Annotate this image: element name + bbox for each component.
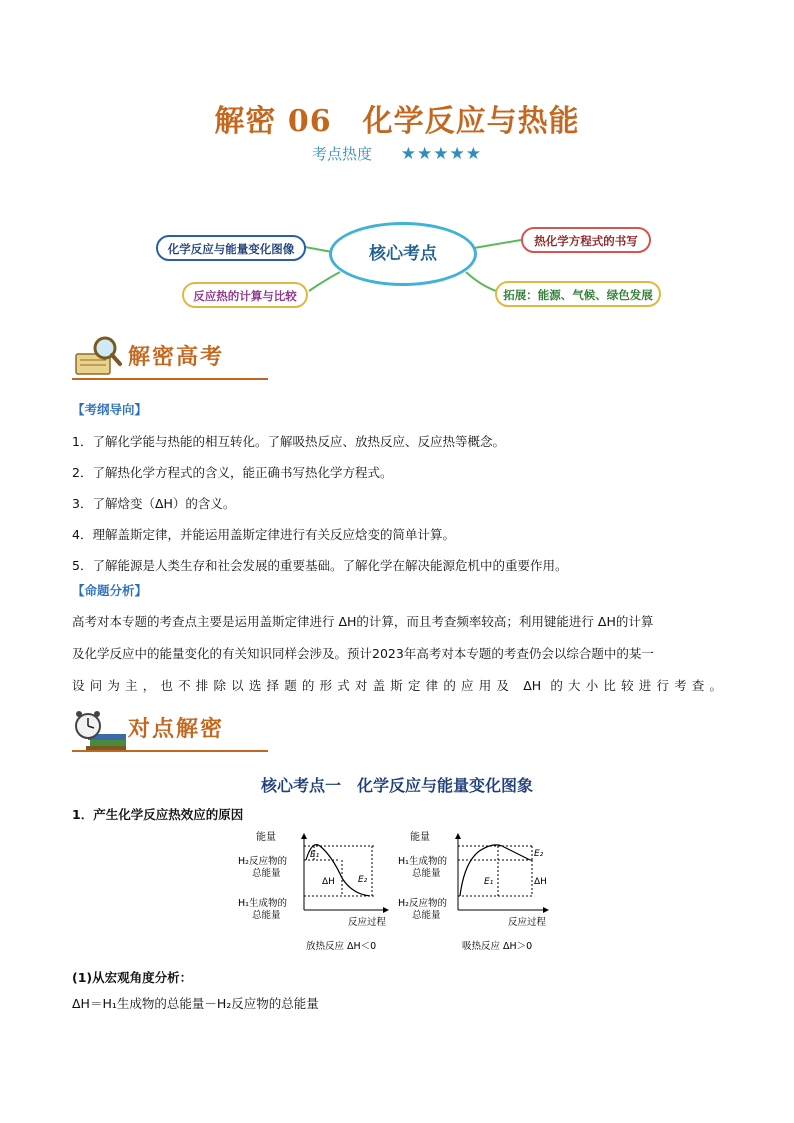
- e2-label: E₂: [534, 849, 544, 859]
- analysis-line: 设问为主，也不排除以选择题的形式对盖斯定律的应用及 ΔH 的大小比较进行考查。: [72, 678, 722, 693]
- energy-label: 能量: [410, 832, 430, 843]
- e1-label: E₁: [310, 850, 320, 860]
- dh-label: ΔH: [322, 877, 335, 887]
- h2-label-line1: H₂反应物的: [238, 856, 287, 867]
- analysis-label: 【命题分析】: [72, 583, 148, 598]
- outline-item: 2．了解热化学方程式的含义，能正确书写热化学方程式。: [72, 465, 393, 480]
- exothermic-energy-diagram: [238, 826, 390, 954]
- e2-label: E₂: [358, 875, 368, 885]
- caption: 放热反应 ΔH＜0: [306, 941, 377, 952]
- process-label: 反应过程: [348, 917, 387, 928]
- h1-label-line1: H₁生成物的: [238, 898, 287, 909]
- process-label: 反应过程: [508, 917, 547, 928]
- h2-label-line2: 总能量: [252, 868, 281, 879]
- h2-label-line1: H₂反应物的: [398, 898, 447, 909]
- mindmap-right-bottom: 拓展：能源、气候、绿色发展: [495, 281, 661, 307]
- h1-label-line1: H₁生成物的: [398, 856, 447, 867]
- core-point-heading: 核心考点一 化学反应与能量变化图象: [260, 776, 533, 795]
- mindmap-left-bottom: 反应热的计算与比较: [182, 282, 308, 308]
- outline-label: 【考纲导向】: [72, 402, 148, 417]
- dh-label: ΔH: [534, 877, 547, 887]
- outline-item: 4．理解盖斯定律，并能运用盖斯定律进行有关反应焓变的简单计算。: [72, 527, 455, 542]
- mindmap-center: 核心考点: [329, 222, 477, 286]
- heat-stars: ★★★★★: [400, 144, 482, 164]
- mindmap-left-top: 化学反应与能量变化图像: [156, 235, 306, 261]
- outline-item: 3．了解焓变（ΔH）的含义。: [72, 496, 236, 511]
- enthalpy-formula: ΔH＝H₁生成物的总能量－H₂反应物的总能量: [72, 996, 319, 1011]
- energy-label: 能量: [256, 832, 276, 843]
- macro-analysis-heading: (1)从宏观角度分析：: [72, 970, 193, 985]
- clock-books-icon: [72, 706, 128, 752]
- h1-label-line2: 总能量: [252, 910, 281, 921]
- banner-jiemi-gaokao: [72, 334, 268, 382]
- magnifier-book-icon: [72, 334, 124, 378]
- page-title: 解密 06 化学反应与热能: [214, 104, 580, 139]
- outline-item: 1．了解化学能与热能的相互转化。了解吸热反应、放热反应、反应热等概念。: [72, 434, 505, 449]
- mindmap-right-top: 热化学方程式的书写: [521, 227, 651, 253]
- endothermic-energy-diagram: [398, 826, 550, 954]
- h2-label-line2: 总能量: [412, 910, 441, 921]
- h1-label-line2: 总能量: [412, 868, 441, 879]
- caption: 吸热反应 ΔH＞0: [462, 941, 533, 952]
- point-heading: 1．产生化学反应热效应的原因: [72, 807, 244, 822]
- banner-underline: [72, 378, 268, 380]
- banner-underline: [72, 750, 268, 752]
- analysis-line: 高考对本专题的考查点主要是运用盖斯定律进行 ΔH的计算，而且考查频率较高；利用键能进行 ΔH的计算: [72, 614, 654, 629]
- outline-item: 5．了解能源是人类生存和社会发展的重要基础。了解化学在解决能源危机中的重要作用。: [72, 558, 568, 573]
- banner-text: 对点解密: [128, 716, 225, 742]
- analysis-line: 及化学反应中的能量变化的有关知识同样会涉及。预计2023年高考对本专题的考查仍会以综合题中的某一: [72, 646, 654, 661]
- analysis-paragraph: [72, 606, 722, 702]
- heat-label: 考点热度: [312, 145, 373, 163]
- energy-curve: [460, 845, 530, 896]
- e1-label: E₁: [484, 877, 494, 887]
- banner-text: 解密高考: [128, 344, 225, 370]
- banner-duidian-jiemi: [72, 706, 268, 754]
